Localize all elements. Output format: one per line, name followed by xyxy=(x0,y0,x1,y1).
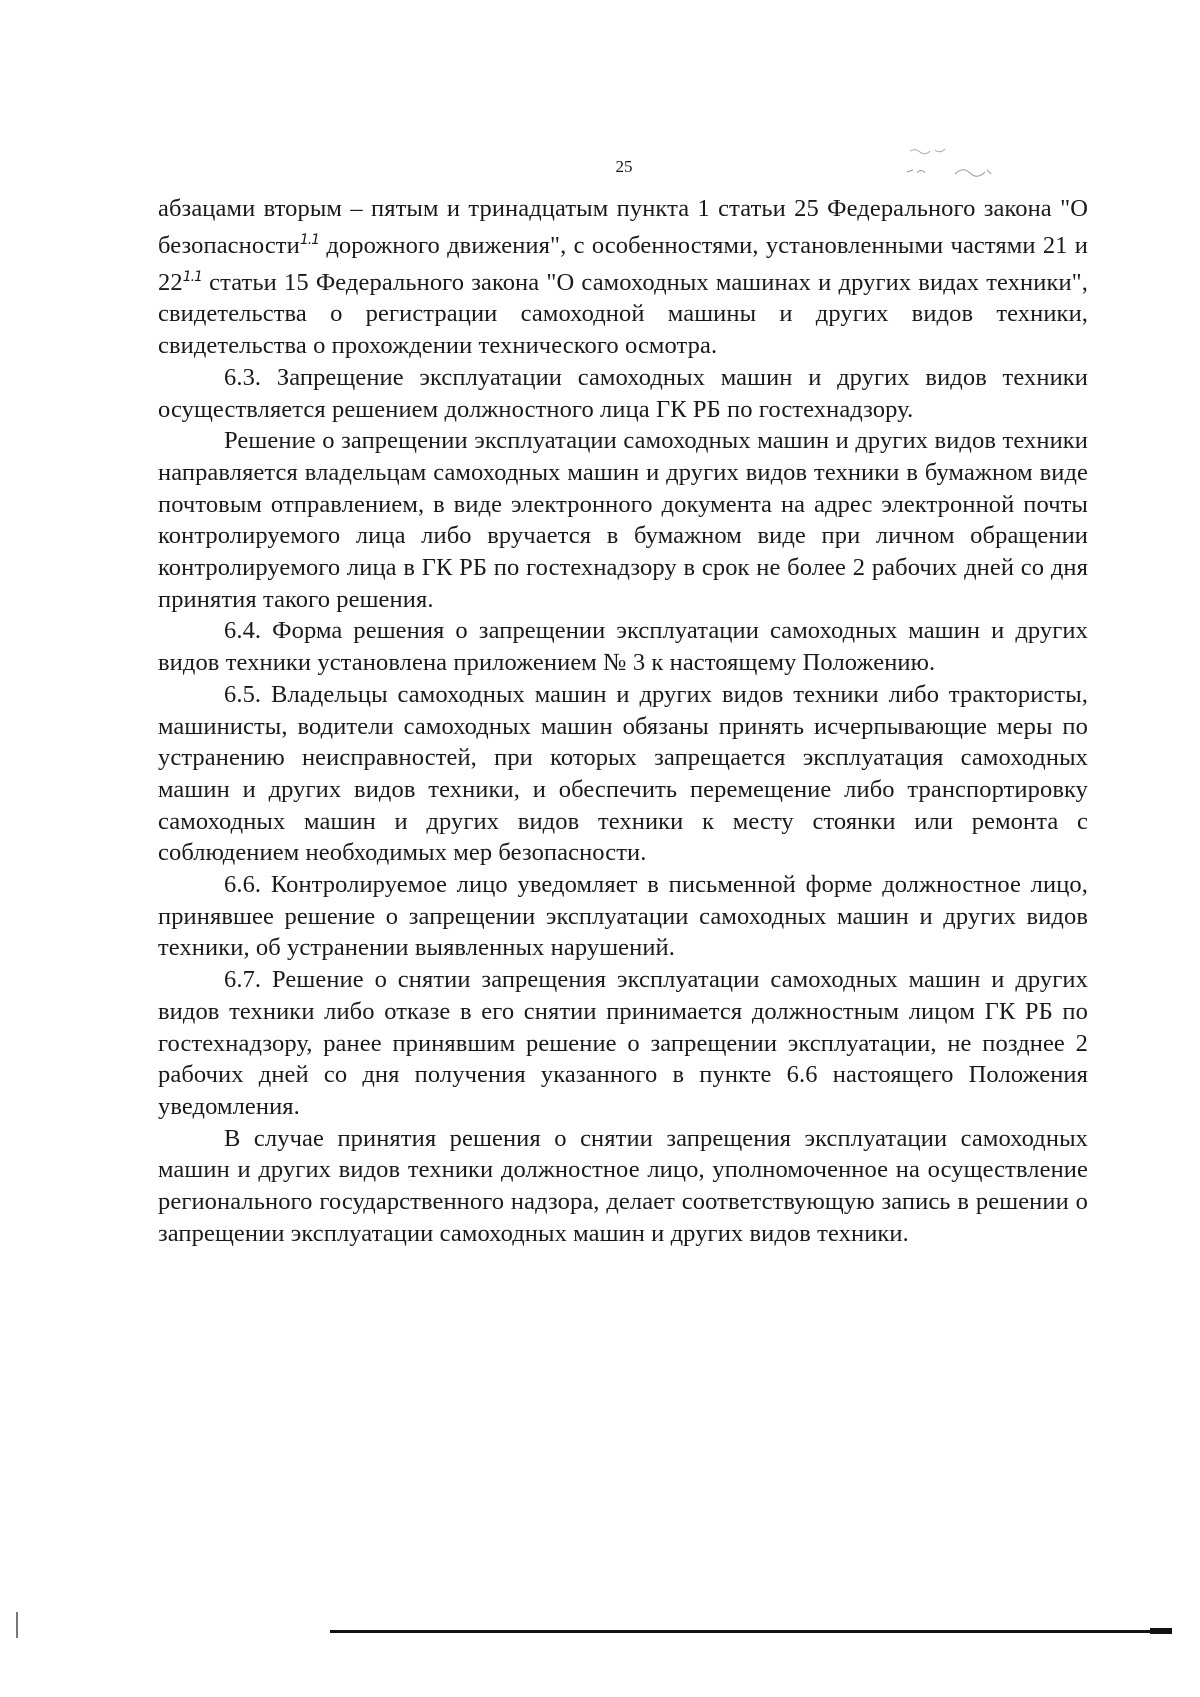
scan-margin-mark xyxy=(16,1612,18,1638)
paragraph-6-7-removal: В случае принятия решения о снятии запрещения эксплуатации самоходных машин и других видов техники должностное лицо, уполномоченное на осуществление регионального государственного надзора, делает соответствующую запись в решении о запрещении эксплуатации самоходных машин и других видов техники. xyxy=(158,1124,1088,1247)
paragraph-6-5: 6.5. Владельцы самоходных машин и других видов техники либо трактористы, машинисты, водители самоходных машин обязаны принять исчерпывающие меры по устранению неисправностей, при которых запрещается эксплуатация самоходных машин и других видов техники, и обеспечить перемещение либо транспортировку самоходных машин и других видов техники к месту стоянки или ремонта с соблюдением необходимых мер безопасности. xyxy=(158,680,1088,867)
page-number: 25 xyxy=(615,157,633,176)
handwritten-correction-mark: 1.1 xyxy=(299,231,320,248)
paragraph-6-6: 6.6. Контролируемое лицо уведомляет в письменной форме должностное лицо, принявшее решение о запрещении эксплуатации самоходных машин и других видов техники, об устранении выявленных нарушений. xyxy=(158,871,1088,962)
bottom-rule-end xyxy=(1150,1628,1172,1634)
corner-stamp-mark xyxy=(905,146,995,186)
document-body xyxy=(158,193,1088,1250)
handwritten-correction-mark: 1.1 xyxy=(182,268,202,285)
paragraph-6-4: 6.4. Форма решения о запрещении эксплуатации самоходных машин и других видов техники установлена приложением № 3 к настоящему Положению. xyxy=(158,617,1088,677)
paragraph-6-7: 6.7. Решение о снятии запрещения эксплуатации самоходных машин и других видов техники либо отказе в его снятии принимается должностным лицом ГК РБ по гостехнадзору, ранее принявшим решение о запрещении эксплуатации, не позднее 2 рабочих дней со дня получения указанного в пункте 6.6 настоящего Положения уведомления. xyxy=(158,966,1088,1120)
paragraph-6-3-decision: Решение о запрещении эксплуатации самоходных машин и других видов техники направляется владельцам самоходных машин и других видов техники в бумажном виде почтовым отправлением, в виде электронного документа на адрес электронной почты контролируемого лица либо вручается в бумажном виде при личном обращении контролируемого лица в ГК РБ по гостехнадзору в срок не более 2 рабочих дней со дня принятия такого решения. xyxy=(158,427,1088,613)
bottom-rule xyxy=(330,1630,1170,1633)
paragraph-6-3: 6.3. Запрещение эксплуатации самоходных машин и других видов техники осуществляется решением должностного лица ГК РБ по гостехнадзору. xyxy=(158,363,1088,423)
paragraph-6-2-continuation: абзацами вторым – пятым и тринадцатым пункта 1 статьи 25 Федерального закона "О безопасности$^{1.1}$ дорожного движения", с особенностями, установленными частями 21 и $22^{1.1}$ статьи 15 Федерального закона "О самоходных машинах и других видах техники", свидетельства о регистрации самоходной машины и других видов техники, свидетельства о прохождении технического осмотра. xyxy=(158,195,1088,360)
